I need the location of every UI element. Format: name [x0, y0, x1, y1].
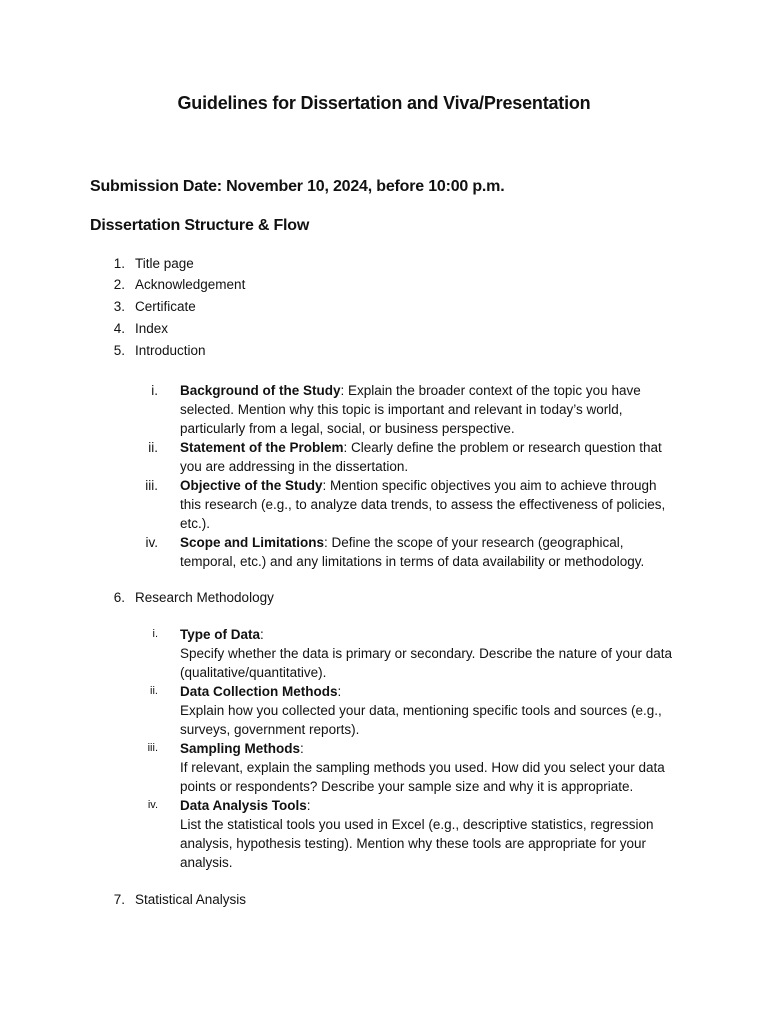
list-item-number: 5.	[113, 343, 125, 358]
subitem-text: If relevant, explain the sampling methods you used. How did you select your data points or respondents? Describe your sample size and why it is appropriate.	[180, 760, 665, 794]
list-item-number: 6.	[113, 590, 125, 605]
list-item-number: 2.	[113, 277, 125, 292]
list-item-number: 3.	[113, 299, 125, 314]
list-item-label: Certificate	[135, 299, 196, 314]
list-item-label: Introduction	[135, 343, 206, 358]
subitem-term: Objective of the Study	[180, 478, 323, 493]
document-page: Guidelines for Dissertation and Viva/Presentation Submission Date: November 10, 2024, before 10:00 p.m. Dissertation Structure & Flow 1. Title page 2. Acknowledgement 3. Certificate 4. Index 5. Introduction i. Background of the Study: Explain the broader context of the topic you have selected. Mention why this topic is important and relevant in today’s world, particularly from a legal, social, or business perspective. ii. Statement of the Problem: Clearly define the problem or research question that you are addressing in the dissertation. iii. Objective of the Study: Mention specific objectives you aim to achieve through this research (e.g., to analyze data trends, to assess the effectiveness of policies, etc.). iv. Scope and Limitations: Define the scope of your research (geographical, temporal, etc.) and any limitations in terms of data availability or methodology. 6. Research Methodology i. Type of Data: Specify whether the data is primary or secondary. Describe the nature of your data (qualitative/quantitative). ii. Data Collection Methods: Explain how you collected your data, mentioning specific tools and sources (e.g., surveys, government reports). iii. Sampling Methods: If relevant, explain the sampling methods you used. How did you select your data points or respondents? Describe your sample size and why it is appropriate. iv. Data Analysis Tools: List the statistical tools you used in Excel (e.g., descriptive statistics, regression analysis, hypothesis testing). Mention why these tools are appropriate for your analysis. 7. Statistical Analysis	[0, 0, 768, 1024]
list-item	[90, 341, 650, 360]
list-item-number: 1.	[113, 256, 125, 271]
subitem-number: iv.	[145, 535, 158, 550]
subitem-number: iii.	[147, 742, 158, 754]
subitem-text: Specify whether the data is primary or secondary. Describe the nature of your data (qualitative/quantitative).	[180, 646, 672, 680]
list-item	[90, 275, 650, 294]
subitem-term: Scope and Limitations	[180, 535, 325, 550]
subitem-text: Mention specific objectives you aim to achieve through this research (e.g., to analyze data trends, to assess the effectiveness of policies, etc.).	[180, 478, 666, 531]
subitem-number: ii.	[148, 440, 158, 455]
subitem-term: Type of Data	[180, 627, 261, 642]
list-item-number: 7.	[113, 892, 125, 907]
subitem-number: iv.	[147, 799, 158, 811]
subitem-number: ii.	[150, 685, 158, 697]
subitem-term: Background of the Study	[180, 383, 341, 398]
subitem-text: List the statistical tools you used in Excel (e.g., descriptive statistics, regression analysis, hypothesis testing). Mention why these tools are appropriate for your analysis.	[180, 817, 654, 870]
list-item	[90, 297, 650, 316]
document-title: Guidelines for Dissertation and Viva/Presentation	[177, 93, 591, 113]
subitem-term: Sampling Methods	[180, 741, 301, 756]
subitem-number: i.	[152, 628, 158, 640]
subitem-term: Data Collection Methods	[180, 684, 338, 699]
subitem-text: Explain how you collected your data, mentioning specific tools and sources (e.g., surveys, government reports).	[180, 703, 662, 737]
list-item	[90, 319, 650, 338]
subitem-text: Clearly define the problem or research question that you are addressing in the dissertation.	[180, 440, 662, 474]
list-item	[90, 588, 650, 607]
list-item	[90, 254, 650, 273]
list-item-label: Statistical Analysis	[135, 892, 247, 907]
subitem-text: Define the scope of your research (geographical, temporal, etc.) and any limitations in terms of data availability or methodology.	[180, 535, 645, 569]
structure-heading: Dissertation Structure & Flow	[90, 217, 310, 234]
list-item-label: Research Methodology	[135, 590, 274, 605]
submission-date-heading: Submission Date: November 10, 2024, before 10:00 p.m.	[90, 178, 505, 195]
subitem-text: Explain the broader context of the topic you have selected. Mention why this topic is important and relevant in today’s world, particularly from a legal, social, or business perspective.	[180, 383, 641, 436]
list-item-label: Index	[135, 321, 169, 336]
subitem-number: i.	[151, 383, 158, 398]
list-item-label: Acknowledgement	[135, 277, 246, 292]
list-item-label: Title page	[135, 256, 194, 271]
subitem-term: Statement of the Problem	[180, 440, 344, 455]
subitem-term: Data Analysis Tools	[180, 798, 307, 813]
list-item-number: 4.	[113, 321, 125, 336]
subitem-number: iii.	[145, 478, 158, 493]
list-item	[90, 890, 650, 909]
